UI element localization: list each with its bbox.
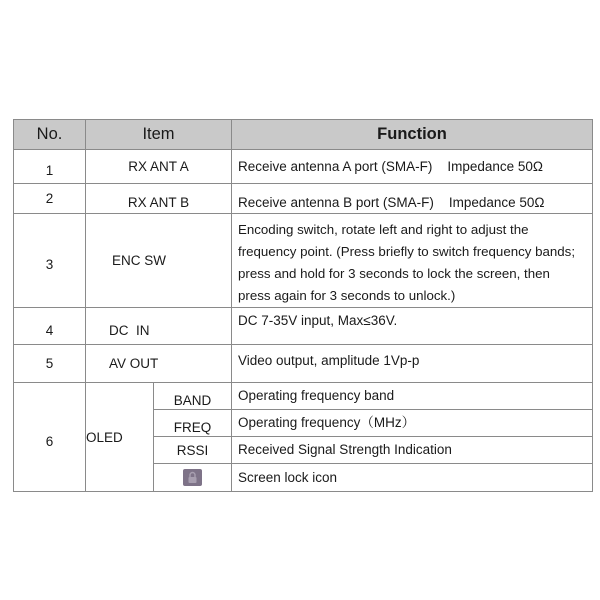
table-row xyxy=(14,150,593,184)
row-function: Receive antenna A port (SMA-F) Impedance 50Ω xyxy=(232,150,593,184)
table-row xyxy=(14,383,593,410)
table-row xyxy=(14,214,593,308)
row-item: RX ANT A xyxy=(86,150,232,184)
row-number: 1 xyxy=(45,163,54,178)
row-item: ENC SW xyxy=(86,214,232,308)
sub-item-rssi: RSSI xyxy=(154,437,232,464)
row-item: DC IN xyxy=(109,322,150,338)
row-function: Video output, amplitude 1Vp-p xyxy=(232,345,593,383)
function-table xyxy=(13,119,593,492)
sub-function-rssi: Received Signal Strength Indication xyxy=(232,437,593,464)
table-row xyxy=(14,345,593,383)
row-function: DC 7-35V input, Max≤36V. xyxy=(232,308,593,345)
row-function: Encoding switch, rotate left and right to adjust the frequency point. (Press briefly to switch frequency bands; press and hold for 3 seconds to lock the screen, then press again for 3 seconds to unlock.) xyxy=(232,214,593,308)
sub-item-freq: FREQ xyxy=(173,419,212,435)
row-function: Receive antenna B port (SMA-F) Impedance 50Ω xyxy=(238,194,545,210)
row-item: AV OUT xyxy=(86,345,232,383)
header-no: No. xyxy=(14,120,86,150)
sub-item-band: BAND xyxy=(173,392,212,408)
table-row xyxy=(14,184,593,214)
row-number: 5 xyxy=(14,345,86,383)
table-header-row xyxy=(14,120,593,150)
sub-function-lock: Screen lock icon xyxy=(232,464,593,492)
header-item: Item xyxy=(86,120,232,150)
sub-function-band: Operating frequency band xyxy=(232,383,593,410)
table-row xyxy=(14,308,593,345)
lock-icon xyxy=(183,469,202,486)
sub-function-freq: Operating frequency（MHz） xyxy=(232,410,593,437)
row-number: 6 xyxy=(45,433,54,449)
row-item: OLED xyxy=(86,383,154,492)
row-number: 4 xyxy=(45,322,54,338)
row-item: RX ANT B xyxy=(127,195,190,210)
header-function: Function xyxy=(232,120,593,150)
row-number: 2 xyxy=(14,184,86,214)
row-number: 3 xyxy=(45,257,54,272)
